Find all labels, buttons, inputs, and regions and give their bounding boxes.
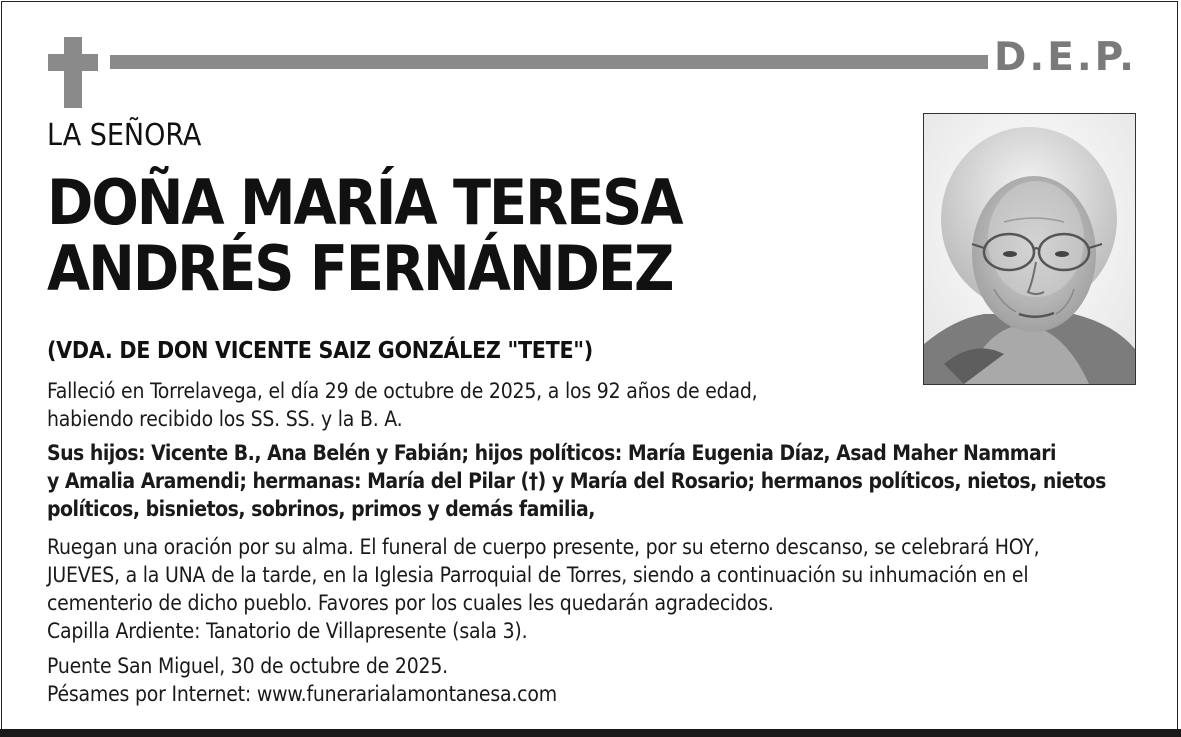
ceremony-line-3: cementerio de dicho pueblo. Favores por los cuales les quedarán agradecidos. bbox=[47, 591, 774, 615]
intro-label: LA SEÑORA bbox=[47, 118, 202, 153]
deceased-name bbox=[47, 166, 682, 305]
death-notice bbox=[47, 377, 757, 433]
death-line-2: habiendo recibido los SS. SS. y la B. A. bbox=[47, 407, 403, 431]
chapel-line: Capilla Ardiente: Tanatorio de Villapresente (sala 3). bbox=[47, 619, 528, 643]
footer-rule bbox=[0, 729, 1181, 737]
deceased-name-line-2: ANDRÉS FERNÁNDEZ bbox=[47, 232, 673, 305]
family-line-2: y Amalia Aramendi; hermanas: María del Pilar (†) y María del Rosario; hermanos políticos, nietos, nietos bbox=[47, 469, 1106, 493]
widow-note: (VDA. DE DON VICENTE SAIZ GONZÁLEZ "TETE") bbox=[47, 338, 593, 364]
death-line-1: Falleció en Torrelavega, el día 29 de octubre de 2025, a los 92 años de edad, bbox=[47, 379, 758, 403]
deceased-name-line-1: DOÑA MARÍA TERESA bbox=[47, 166, 682, 239]
closing-block bbox=[47, 652, 557, 708]
family-line-3: políticos, bisnietos, sobrinos, primos y demás familia, bbox=[47, 497, 595, 521]
dep-abbreviation: D.E.P. bbox=[994, 35, 1137, 80]
ceremony-line-2: JUEVES, a la UNA de la tarde, en la Iglesia Parroquial de Torres, siendo a continuación su inhumación en el bbox=[47, 563, 1029, 587]
condolences-web: Pésames por Internet: www.funerarialamontanesa.com bbox=[47, 682, 557, 706]
header-rule bbox=[110, 55, 988, 69]
family-list bbox=[47, 439, 1106, 523]
portrait-photo bbox=[923, 113, 1136, 385]
place-date: Puente San Miguel, 30 de octubre de 2025. bbox=[47, 654, 448, 678]
family-line-1: Sus hijos: Vicente B., Ana Belén y Fabián; hijos políticos: María Eugenia Díaz, Asad Maher Nammari bbox=[47, 441, 1056, 465]
ceremony-notice bbox=[47, 533, 1039, 645]
ceremony-line-1: Ruegan una oración por su alma. El funeral de cuerpo presente, por su eterno descanso, se celebrará HOY, bbox=[47, 535, 1040, 559]
